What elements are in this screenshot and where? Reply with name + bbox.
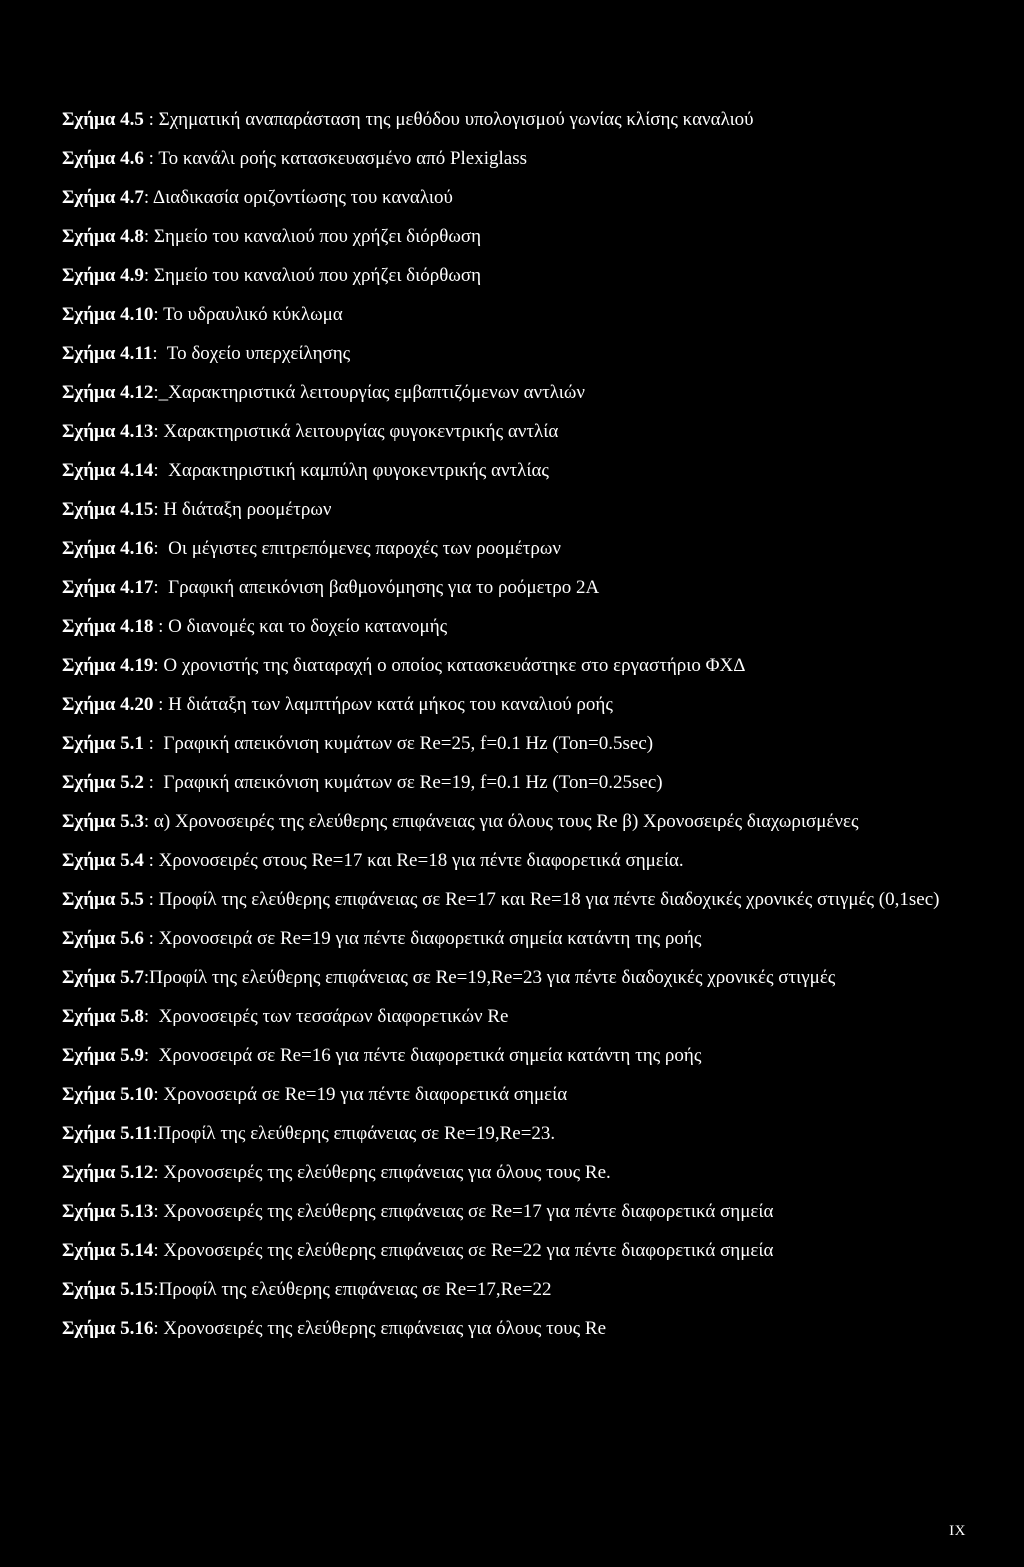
figure-caption: α) Χρονοσειρές της ελεύθερης επιφάνειας για όλους τους Re β) Χρονοσειρές διαχωρισμένες: [153, 811, 859, 832]
figure-label-word: Σχήμα: [62, 304, 116, 325]
figure-label: [62, 694, 153, 715]
figure-number: 5.16: [120, 1318, 154, 1339]
figure-entry: [62, 997, 942, 1036]
figure-number: 4.6: [120, 148, 144, 169]
figure-caption: Χρονοσειρές της ελεύθερης επιφάνειας σε Re=22 για πέντε διαφορετικά σημεία: [163, 1240, 774, 1261]
figure-entry: [62, 763, 942, 802]
figure-label-word: Σχήμα: [62, 460, 116, 481]
figure-label-word: Σχήμα: [62, 1162, 116, 1183]
figure-caption: Χαρακτηριστικά λειτουργίας εμβαπτιζόμενων αντλιών: [168, 382, 585, 403]
figure-label-word: Σχήμα: [62, 226, 116, 247]
figure-entry: [62, 1036, 942, 1075]
figure-entry: [62, 841, 942, 880]
figure-label: [62, 1084, 153, 1105]
figure-number: 4.13: [120, 421, 154, 442]
figure-caption: Χρονοσειρές στους Re=17 και Re=18 για πέντε διαφορετικά σημεία.: [158, 850, 684, 871]
figure-caption: Σχηματική αναπαράσταση της μεθόδου υπολογισμού γωνίας κλίσης καναλιού: [158, 109, 754, 130]
page-number: IX: [949, 1523, 966, 1539]
figure-entry: [62, 802, 942, 841]
figure-entry: [62, 1114, 942, 1153]
figure-separator: :: [153, 1240, 164, 1261]
figure-label: [62, 304, 153, 325]
figure-entry: [62, 217, 942, 256]
figure-entry: [62, 1270, 942, 1309]
figure-label: [62, 1240, 153, 1261]
figure-number: 4.19: [120, 655, 154, 676]
figure-caption: Ο διανομές και το δοχείο κατανομής: [168, 616, 448, 637]
figure-entry: [62, 685, 942, 724]
figure-separator: :: [153, 1318, 164, 1339]
figure-number: 4.20: [120, 694, 154, 715]
figure-separator: :: [143, 850, 159, 871]
figure-entry: [62, 1075, 942, 1114]
figure-label-word: Σχήμα: [62, 1006, 116, 1027]
figure-label: [62, 1318, 153, 1339]
figure-entry: [62, 646, 942, 685]
figure-separator: :: [153, 1279, 159, 1300]
figure-number: 4.12: [120, 382, 154, 403]
figure-label-word: Σχήμα: [62, 1318, 116, 1339]
figure-number: 5.15: [120, 1279, 154, 1300]
figure-separator: :: [153, 1201, 164, 1222]
figure-entry: [62, 1309, 942, 1348]
figure-label: [62, 1279, 153, 1300]
figure-label-word: Σχήμα: [62, 733, 116, 754]
figure-label-word: Σχήμα: [62, 148, 116, 169]
figure-caption: Προφίλ της ελεύθερης επιφάνειας σε Re=19,Re=23 για πέντε διαδοχικές χρονικές στιγμές: [149, 967, 836, 988]
figure-label: [62, 577, 153, 598]
figure-caption: Το υδραυλικό κύκλωμα: [163, 304, 343, 325]
figure-number: 5.10: [120, 1084, 154, 1105]
figure-label-word: Σχήμα: [62, 694, 116, 715]
figure-number: 5.4: [120, 850, 144, 871]
list-of-figures: [62, 100, 942, 1348]
figure-number: 5.12: [120, 1162, 154, 1183]
figure-caption: Προφίλ της ελεύθερης επιφάνειας σε Re=17 και Re=18 για πέντε διαδοχικές χρονικές στιγμές (0,1sec): [158, 889, 940, 910]
figure-caption: Χρονοσειρές της ελεύθερης επιφάνειας σε Re=17 για πέντε διαφορετικά σημεία: [163, 1201, 774, 1222]
figure-caption: Η διάταξη των λαμπτήρων κατά μήκος του καναλιού ροής: [168, 694, 613, 715]
figure-caption: Οι μέγιστες επιτρεπόμενες παροχές των ροομέτρων: [168, 538, 561, 559]
figure-label: [62, 1045, 144, 1066]
figure-label: [62, 421, 153, 442]
figure-caption: Χρονοσειρά σε Re=19 για πέντε διαφορετικά σημεία: [163, 1084, 568, 1105]
figure-label-word: Σχήμα: [62, 772, 116, 793]
figure-entry: [62, 529, 942, 568]
figure-separator: :: [153, 1084, 164, 1105]
figure-separator: :: [143, 148, 159, 169]
figure-number: 5.5: [120, 889, 144, 910]
figure-separator: :: [143, 967, 150, 988]
figure-label: [62, 460, 153, 481]
figure-separator: :: [143, 226, 154, 247]
figure-separator: :: [143, 733, 164, 754]
figure-caption: Γραφική απεικόνιση κυμάτων σε Re=25, f=0.1 Hz (Ton=0.5sec): [163, 733, 654, 754]
figure-caption: Χρονοσειρές της ελεύθερης επιφάνειας για όλους τους Re.: [163, 1162, 611, 1183]
figure-separator: :: [143, 1006, 159, 1027]
figure-number: 4.17: [120, 577, 154, 598]
figure-caption: Προφίλ της ελεύθερης επιφάνειας σε Re=19,Re=23.: [157, 1123, 556, 1144]
figure-entry: [62, 412, 942, 451]
figure-separator: :: [153, 499, 164, 520]
figure-separator: :: [143, 109, 159, 130]
figure-entry: [62, 607, 942, 646]
figure-caption: Χρονοσειρές της ελεύθερης επιφάνειας για όλους τους Re: [163, 1318, 607, 1339]
figure-entry: [62, 490, 942, 529]
figure-entry: [62, 295, 942, 334]
figure-entry: [62, 1192, 942, 1231]
figure-label-word: Σχήμα: [62, 421, 116, 442]
figure-separator: :: [143, 811, 154, 832]
figure-label-word: Σχήμα: [62, 1045, 116, 1066]
figure-caption: Το κανάλι ροής κατασκευασμένο από Plexiglass: [158, 148, 528, 169]
figure-number: 4.18: [120, 616, 154, 637]
figure-label-word: Σχήμα: [62, 967, 116, 988]
figure-number: 5.7: [120, 967, 144, 988]
figure-separator: :: [143, 928, 159, 949]
figure-number: 4.5: [120, 109, 144, 130]
figure-label: [62, 343, 152, 364]
figure-label: [62, 382, 153, 403]
figure-label-word: Σχήμα: [62, 382, 116, 403]
figure-separator: :: [152, 343, 167, 364]
figure-label-word: Σχήμα: [62, 616, 116, 637]
figure-number: 4.10: [120, 304, 154, 325]
figure-caption: Το δοχείο υπερχείλησης: [166, 343, 351, 364]
figure-entry: [62, 139, 942, 178]
figure-label-word: Σχήμα: [62, 655, 116, 676]
figure-number: 5.13: [120, 1201, 154, 1222]
figure-number: 5.8: [120, 1006, 144, 1027]
figure-label: [62, 1162, 153, 1183]
figure-label: [62, 1123, 152, 1144]
figure-separator: :: [153, 304, 164, 325]
figure-caption: Σημείο του καναλιού που χρήζει διόρθωση: [153, 226, 482, 247]
figure-label-word: Σχήμα: [62, 1201, 116, 1222]
figure-label: [62, 850, 144, 871]
figure-label: [62, 538, 153, 559]
figure-number: 5.2: [120, 772, 144, 793]
figure-label: [62, 655, 153, 676]
figure-label-word: Σχήμα: [62, 265, 116, 286]
figure-separator: :: [153, 655, 164, 676]
figure-number: 5.14: [120, 1240, 154, 1261]
figure-caption: Γραφική απεικόνιση βαθμονόμησης για το ροόμετρο 2Α: [168, 577, 600, 598]
figure-label: [62, 187, 144, 208]
figure-separator: :: [143, 1045, 159, 1066]
figure-caption: Χρονοσειρά σε Re=19 για πέντε διαφορετικά σημεία κατάντη της ροής: [158, 928, 702, 949]
figure-separator: :: [153, 616, 169, 637]
figure-label: [62, 928, 144, 949]
figure-number: 5.3: [120, 811, 144, 832]
figure-label-word: Σχήμα: [62, 811, 116, 832]
figure-entry: [62, 373, 942, 412]
figure-caption: Χρονοσειρές των τεσσάρων διαφορετικών Re: [158, 1006, 509, 1027]
figure-entry: [62, 100, 942, 139]
figure-label: [62, 499, 153, 520]
figure-separator: :: [153, 577, 169, 598]
figure-number: 5.11: [120, 1123, 153, 1144]
figure-number: 4.9: [120, 265, 144, 286]
figure-label-word: Σχήμα: [62, 1279, 116, 1300]
figure-caption: Διαδικασία οριζοντίωσης του καναλιού: [152, 187, 453, 208]
figure-label: [62, 148, 144, 169]
figure-label-word: Σχήμα: [62, 928, 116, 949]
figure-separator: :: [143, 772, 164, 793]
figure-entry: [62, 1231, 942, 1270]
figure-entry: [62, 568, 942, 607]
figure-separator: :: [153, 538, 169, 559]
figure-label: [62, 616, 153, 637]
figure-caption: Σημείο του καναλιού που χρήζει διόρθωση: [153, 265, 482, 286]
figure-label-word: Σχήμα: [62, 343, 116, 364]
figure-entry: [62, 724, 942, 763]
figure-label-word: Σχήμα: [62, 109, 116, 130]
figure-number: 4.14: [120, 460, 154, 481]
figure-label-word: Σχήμα: [62, 577, 116, 598]
figure-number: 4.7: [120, 187, 144, 208]
figure-entry: [62, 178, 942, 217]
figure-caption: Χαρακτηριστικά λειτουργίας φυγοκεντρικής αντλία: [163, 421, 559, 442]
figure-label-word: Σχήμα: [62, 1240, 116, 1261]
figure-separator: :_: [153, 382, 169, 403]
figure-separator: :: [143, 889, 159, 910]
figure-label-word: Σχήμα: [62, 538, 116, 559]
figure-entry: [62, 919, 942, 958]
figure-label: [62, 226, 144, 247]
figure-label: [62, 889, 144, 910]
figure-entry: [62, 334, 942, 373]
figure-caption: Η διάταξη ροομέτρων: [163, 499, 332, 520]
figure-separator: :: [153, 1162, 164, 1183]
figure-number: 4.8: [120, 226, 144, 247]
figure-entry: [62, 880, 942, 919]
figure-number: 5.1: [120, 733, 144, 754]
figure-number: 5.9: [120, 1045, 144, 1066]
figure-label-word: Σχήμα: [62, 889, 116, 910]
figure-label-word: Σχήμα: [62, 187, 116, 208]
figure-separator: :: [153, 460, 169, 481]
figure-label: [62, 1006, 144, 1027]
figure-caption: Χρονοσειρά σε Re=16 για πέντε διαφορετικά σημεία κατάντη της ροής: [158, 1045, 702, 1066]
figure-separator: :: [153, 421, 164, 442]
figure-entry: [62, 1153, 942, 1192]
figure-label: [62, 772, 144, 793]
figure-label-word: Σχήμα: [62, 1084, 116, 1105]
figure-label-word: Σχήμα: [62, 1123, 116, 1144]
figure-label: [62, 967, 144, 988]
figure-label: [62, 733, 144, 754]
figure-caption: Ο χρονιστής της διαταραχή ο οποίος κατασκευάστηκε στο εργαστήριο ΦΧΔ: [163, 655, 746, 676]
figure-label: [62, 265, 144, 286]
figure-label: [62, 109, 144, 130]
figure-caption: Γραφική απεικόνιση κυμάτων σε Re=19, f=0.1 Hz (Ton=0.25sec): [163, 772, 663, 793]
figure-label: [62, 1201, 153, 1222]
figure-label: [62, 811, 144, 832]
figure-number: 5.6: [120, 928, 144, 949]
figure-separator: :: [152, 1123, 158, 1144]
figure-entry: [62, 958, 942, 997]
figure-caption: Προφίλ της ελεύθερης επιφάνειας σε Re=17,Re=22: [158, 1279, 552, 1300]
figure-number: 4.11: [120, 343, 153, 364]
figure-number: 4.16: [120, 538, 154, 559]
figure-label-word: Σχήμα: [62, 850, 116, 871]
figure-entry: [62, 256, 942, 295]
figure-caption: Χαρακτηριστική καμπύλη φυγοκεντρικής αντλίας: [168, 460, 549, 481]
figure-separator: :: [143, 265, 154, 286]
figure-label-word: Σχήμα: [62, 499, 116, 520]
figure-entry: [62, 451, 942, 490]
figure-separator: :: [153, 694, 169, 715]
figure-number: 4.15: [120, 499, 154, 520]
figure-separator: :: [143, 187, 153, 208]
